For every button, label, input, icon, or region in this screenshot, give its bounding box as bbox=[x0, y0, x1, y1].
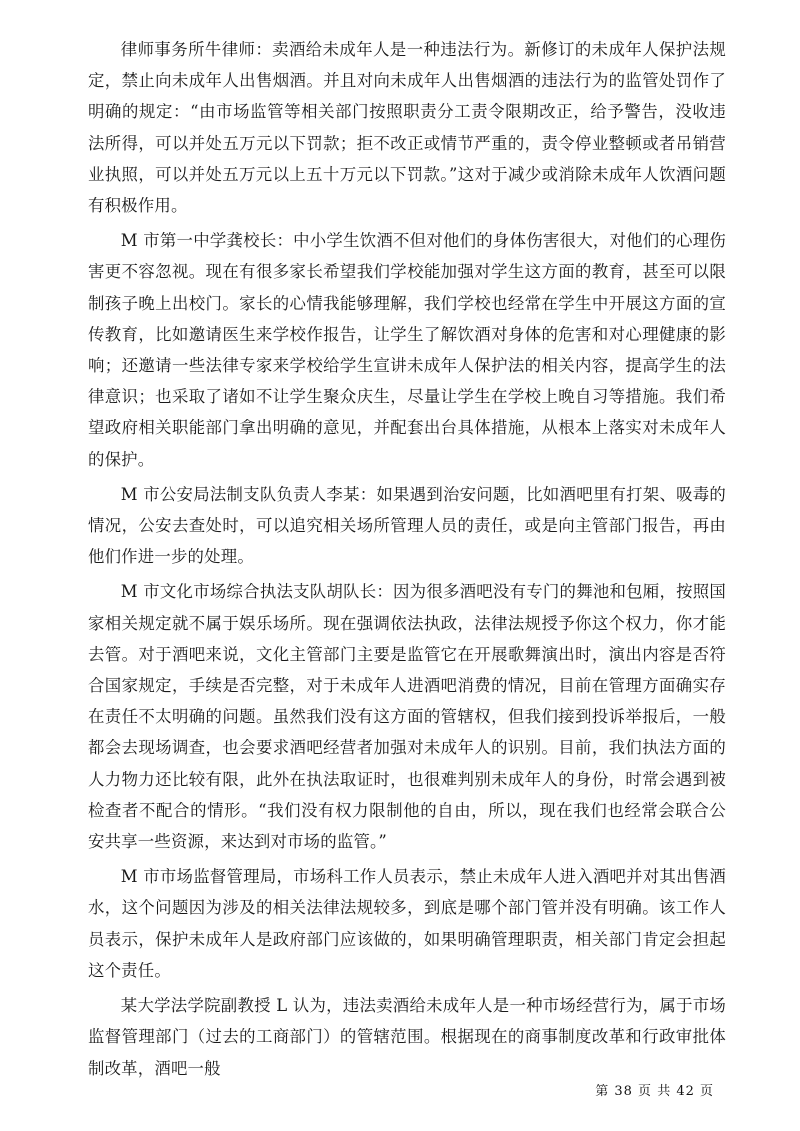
paragraph-principal-gong: M 市第一中学龚校长：中小学生饮酒不但对他们的身体伤害很大，对他们的心理伤害更不容忽视。现在有很多家长希望我们学校能加强对学生这方面的教育，甚至可以限制孩子晚上出校门。家长的心情我能够理解，我们学校也经常在学生中开展这方面的宣传教育，比如邀请医生来学校作报告，让学生了解饮酒对身体的危害和对心理健康的影响；还邀请一些法律专家来学校给学生宣讲未成年人保护法的相关内容，提高学生的法律意识；也采取了诸如不让学生聚众庆生，尽量让学生在学校上晚自习等措施。我们希望政府相关职能部门拿出明确的意见，并配套出台具体措施，从根本上落实对未成年人的保护。 bbox=[88, 231, 726, 469]
paragraph-lawyer-niu: 律师事务所牛律师：卖酒给未成年人是一种违法行为。新修订的未成年人保护法规定，禁止向未成年人出售烟酒。并且对向未成年人出售烟酒的违法行为的监管处罚作了明确的规定：“由市场监管等相关部门按照职责分工责令限期改正，给予警告，没收违法所得，可以并处五万元以下罚款；拒不改正或情节严重的，责令停业整顿或者吊销营业执照，可以并处五万元以上五十万元以下罚款。”这对于减少或消除未成年人饮酒问题有积极作用。 bbox=[88, 40, 726, 216]
paragraph-captain-hu: M 市文化市场综合执法支队胡队长：因为很多酒吧没有专门的舞池和包厢，按照国家相关规定就不属于娱乐场所。现在强调依法执政，法律法规授予你这个权力，你才能去管。对于酒吧来说，文化主管部门主要是监管它在开展歌舞演出时，演出内容是否符合国家规定，手续是否完整，对于未成年人进酒吧消费的情况，目前在管理方面确实存在责任不太明确的问题。虽然我们没有这方面的管辖权，但我们接到投诉举报后，一般都会去现场调查，也会要求酒吧经营者加强对未成年人的识别。目前，我们执法方面的人力物力还比较有限，此外在执法取证时，也很难判别未成年人的身份，时常会遇到被检查者不配合的情形。“我们没有权力限制他的自由，所以，现在我们也经常会联合公安共享一些资源，来达到对市场的监管。” bbox=[88, 582, 726, 852]
page-number-footer: 第 38 页 共 42 页 bbox=[595, 1084, 714, 1099]
paragraph-market-bureau: M 市市场监督管理局，市场科工作人员表示，禁止未成年人进入酒吧并对其出售酒水，这个问题因为涉及的相关法律法规较多，到底是哪个部门管并没有明确。该工作人员表示，保护未成年人是政府部门应该做的，如果明确管理职责，相关部门肯定会担起这个责任。 bbox=[88, 867, 726, 980]
paragraph-professor-l: 某大学法学院副教授 L 认为，违法卖酒给未成年人是一种市场经营行为，属于市场监督管理部门（过去的工商部门）的管辖范围。根据现在的商事制度改革和行政审批体制改革，酒吧一般 bbox=[88, 996, 726, 1078]
document-body bbox=[88, 34, 726, 1088]
paragraph-police-li: M 市公安局法制支队负责人李某：如果遇到治安问题，比如酒吧里有打架、吸毒的情况，公安去查处时，可以追究相关场所管理人员的责任，或是向主管部门报告，再由他们作进一步的处理。 bbox=[88, 484, 726, 567]
